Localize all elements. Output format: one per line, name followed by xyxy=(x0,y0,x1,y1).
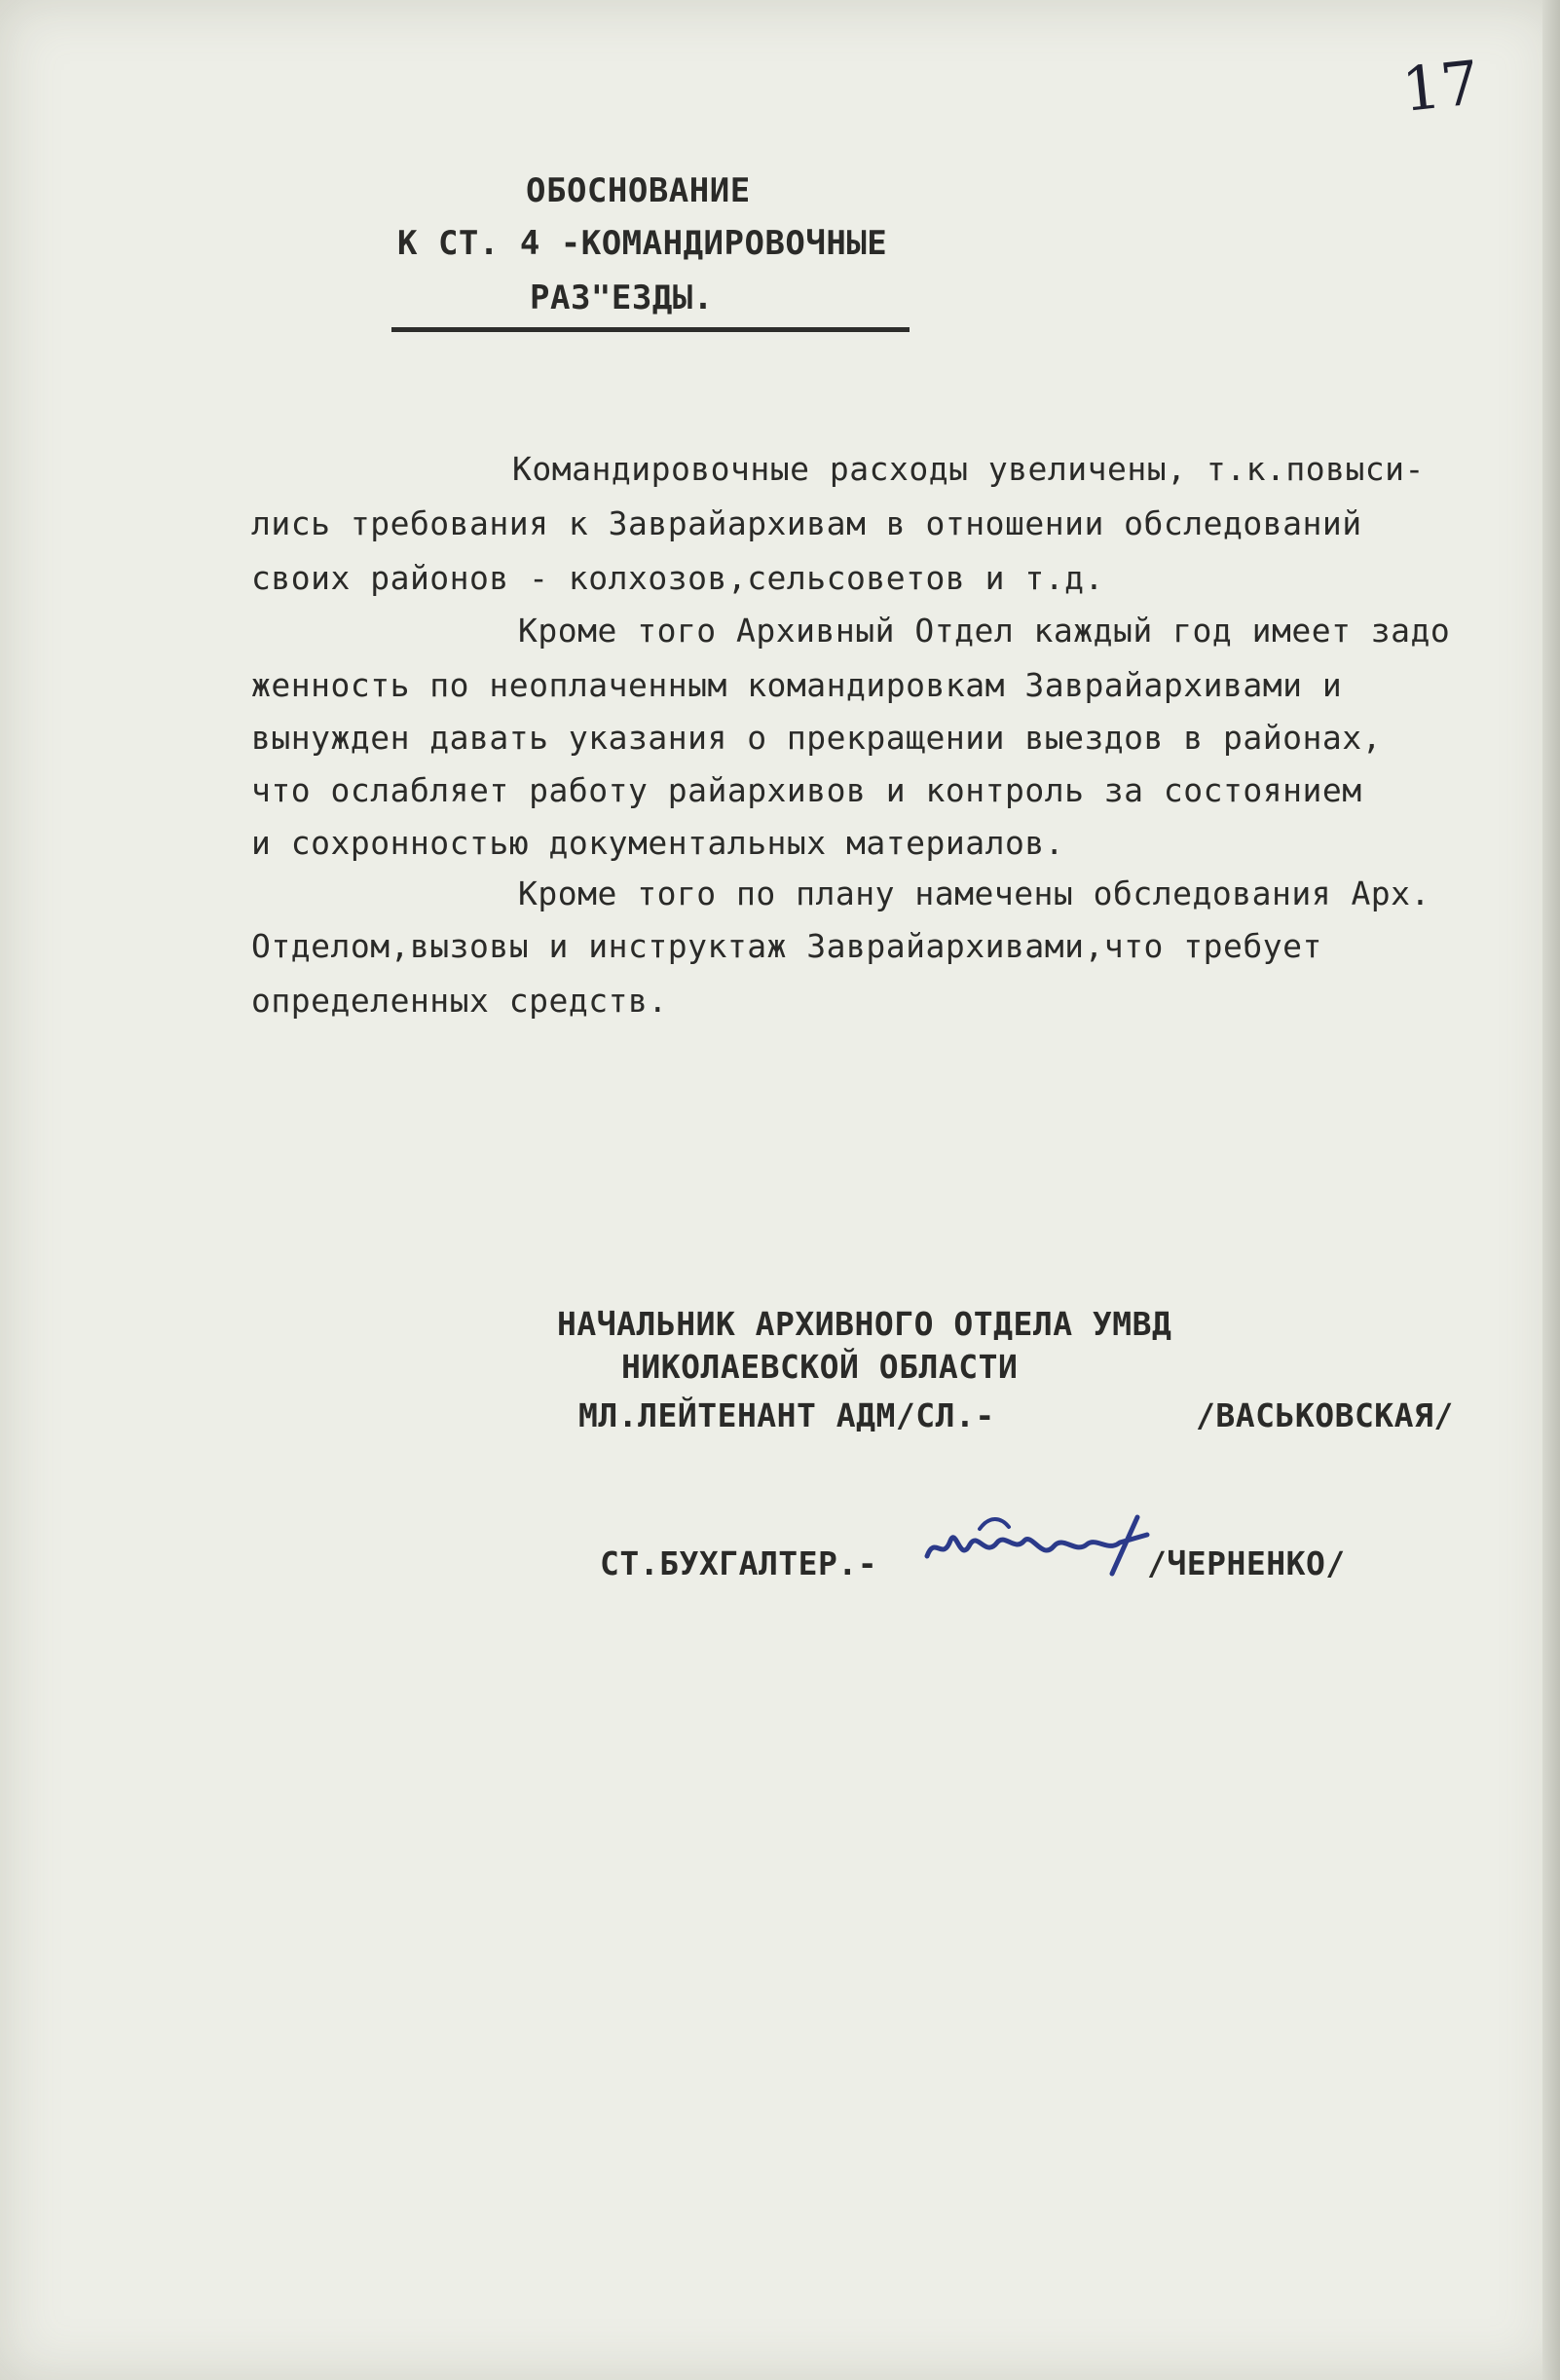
heading-underline xyxy=(391,327,910,332)
heading-line-2: К СТ. 4 -КОМАНДИРОВОЧНЫЕ xyxy=(397,224,888,263)
signatory-title-line-2: НИКОЛАЕВСКОЙ ОБЛАСТИ xyxy=(621,1348,1019,1386)
signatory-title-line-1: НАЧАЛЬНИК АРХИВНОГО ОТДЕЛА УМВД xyxy=(557,1305,1172,1343)
handwritten-signature xyxy=(921,1506,1155,1583)
accountant-label: СТ.БУХГАЛТЕР.- xyxy=(600,1544,878,1582)
body-line-11: определенных средств. xyxy=(251,982,668,1020)
body-line-6: вынужден давать указания о прекращении выездов в районах, xyxy=(251,719,1382,757)
body-line-7: что ослабляет работу райархивов и контроль за состоянием xyxy=(251,771,1362,809)
signatory-name: /ВАСЬКОВСКАЯ/ xyxy=(1196,1396,1454,1434)
body-line-1: Командировочные расходы увеличены, т.к.повыси- xyxy=(512,450,1425,488)
page-edge xyxy=(1542,0,1560,2380)
body-line-3: своих районов - колхозов,сельсоветов и т.д. xyxy=(251,559,1104,597)
body-line-2: лись требования к Заврайархивам в отношении обследований xyxy=(251,504,1362,542)
body-line-5: женность по неоплаченным командировкам Заврайархивами и xyxy=(251,666,1343,704)
body-line-8: и сохронностью документальных материалов. xyxy=(251,824,1065,862)
accountant-name: /ЧЕРНЕНКО/ xyxy=(1147,1544,1346,1582)
signatory-rank: МЛ.ЛЕЙТЕНАНТ АДМ/СЛ.- xyxy=(578,1396,995,1434)
body-line-10: Отделом,вызовы и инструктаж Заврайархивами,что требует xyxy=(251,927,1322,965)
body-line-4: Кроме того Архивный Отдел каждый год имеет задо xyxy=(518,612,1451,650)
heading-line-1: ОБОСНОВАНИЕ xyxy=(526,171,751,210)
heading-line-3: РАЗ"ЕЗДЫ. xyxy=(530,279,714,317)
handwritten-page-number: 17 xyxy=(1398,47,1483,126)
body-line-9: Кроме того по плану намечены обследования Арх. xyxy=(518,874,1430,912)
